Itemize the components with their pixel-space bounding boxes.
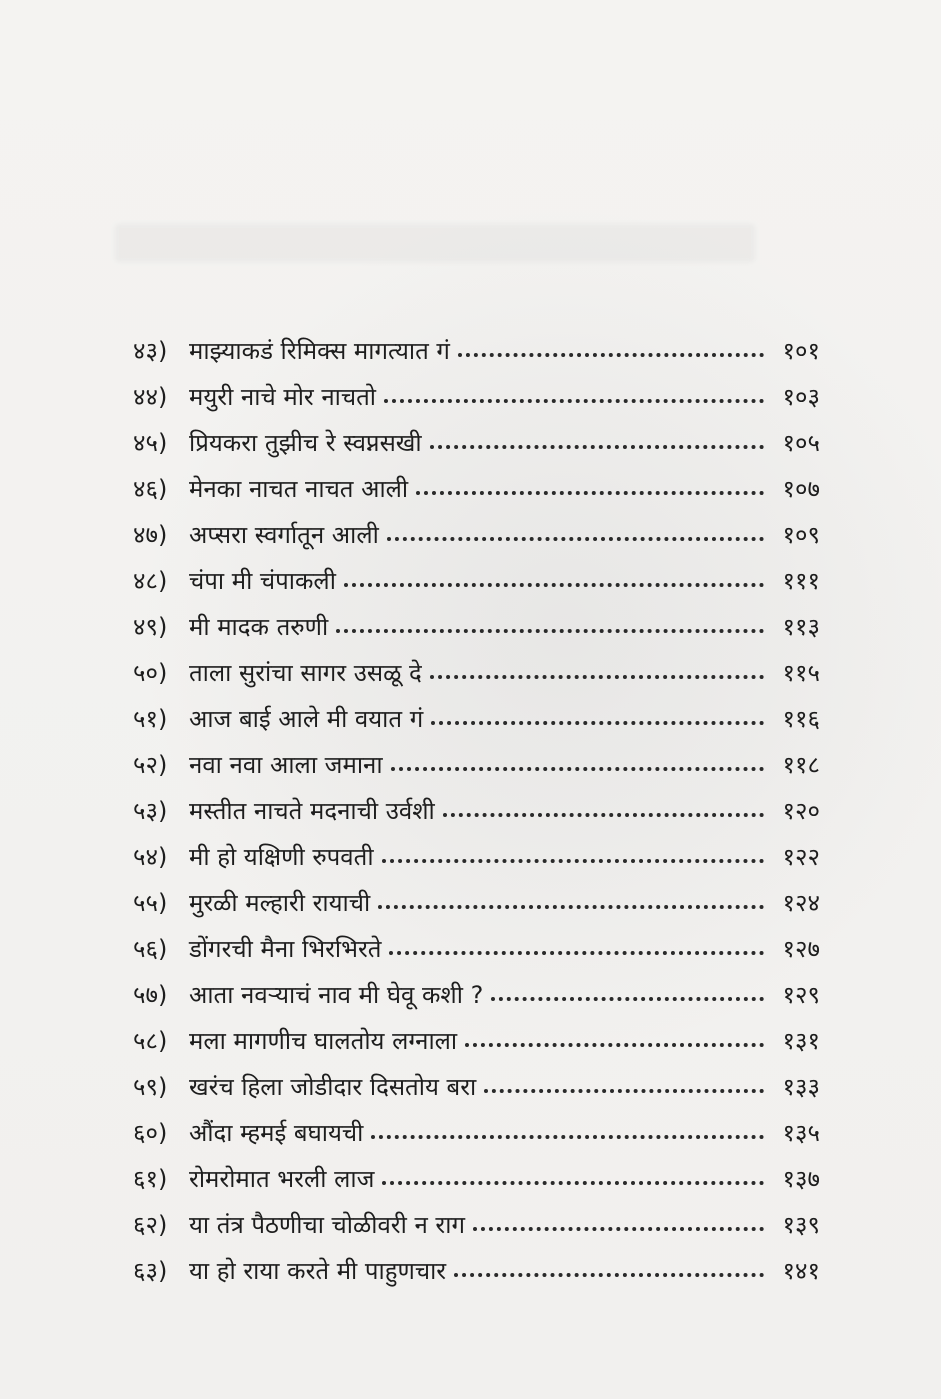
entry-page-number: १३७ — [782, 1164, 820, 1193]
entry-number: ५३) — [133, 796, 168, 825]
dot-leader — [484, 1089, 764, 1093]
entry-number: ५५) — [133, 888, 168, 917]
entry-page-number: ११५ — [782, 658, 820, 687]
toc-entry — [133, 504, 820, 548]
entry-number: ५६) — [133, 934, 168, 963]
entry-number: ६२) — [133, 1210, 168, 1239]
entry-page-number: १३५ — [782, 1118, 820, 1147]
entry-title: मी मादक तरुणी — [189, 612, 329, 641]
entry-page-number: १३९ — [782, 1210, 820, 1239]
entry-page-number: १३१ — [782, 1026, 820, 1055]
dot-leader — [382, 859, 764, 863]
dot-leader — [473, 1227, 764, 1231]
entry-title: मयुरी नाचे मोर नाचतो — [189, 382, 377, 411]
toc-entry — [133, 1056, 820, 1100]
entry-number: ५२) — [133, 750, 168, 779]
entry-page-number: १०३ — [782, 382, 820, 411]
entry-number: ५४) — [133, 842, 168, 871]
dot-leader — [391, 767, 764, 771]
dot-leader — [371, 1135, 764, 1139]
toc-entry — [133, 964, 820, 1008]
toc-entry — [133, 918, 820, 962]
entry-number: ५७) — [133, 980, 168, 1009]
toc-entry — [133, 458, 820, 502]
dot-leader — [430, 675, 764, 679]
entry-page-number: ११६ — [782, 704, 820, 733]
entry-number: ५०) — [133, 658, 168, 687]
entry-page-number: १०१ — [782, 336, 820, 365]
entry-title: मला मागणीच घालतोय लग्नाला — [189, 1026, 458, 1055]
entry-title: मी हो यक्षिणी रुपवती — [189, 842, 374, 871]
dot-leader — [389, 951, 764, 955]
entry-title: नवा नवा आला जमाना — [189, 750, 383, 779]
entry-page-number: १०९ — [782, 520, 820, 549]
entry-title: औंदा म्हमई बघायची — [189, 1118, 364, 1147]
dot-leader — [430, 445, 764, 449]
toc-entry — [133, 1240, 820, 1284]
entry-page-number: १०५ — [782, 428, 820, 457]
entry-title: या तंत्र पैठणीचा चोळीवरी न राग — [189, 1210, 465, 1239]
entry-number: ४३) — [133, 336, 168, 365]
toc-entry — [133, 1102, 820, 1146]
entry-number: ४४) — [133, 382, 168, 411]
toc-entry — [133, 688, 820, 732]
toc-entry — [133, 872, 820, 916]
toc-entry — [133, 320, 820, 364]
entry-number: ५८) — [133, 1026, 168, 1055]
dot-leader — [443, 813, 764, 817]
dot-leader — [336, 629, 764, 633]
dot-leader — [465, 1043, 764, 1047]
toc-entry — [133, 642, 820, 686]
table-of-contents — [133, 320, 820, 1286]
entry-title: आज बाई आले मी वयात गं — [189, 704, 424, 733]
dot-leader — [344, 583, 764, 587]
toc-entry — [133, 780, 820, 824]
toc-entry — [133, 1010, 820, 1054]
bleed-through-band — [115, 224, 755, 262]
entry-title: खरंच हिला जोडीदार दिसतोय बरा — [189, 1072, 477, 1101]
entry-title: ताला सुरांचा सागर उसळू दे — [189, 658, 422, 687]
entry-page-number: १२४ — [782, 888, 820, 917]
toc-entry — [133, 1148, 820, 1192]
entry-page-number: १११ — [782, 566, 820, 595]
dot-leader — [458, 353, 764, 357]
toc-entry — [133, 826, 820, 870]
toc-entry — [133, 550, 820, 594]
entry-page-number: १४१ — [782, 1256, 820, 1285]
entry-title: रोमरोमात भरली लाज — [189, 1164, 375, 1193]
entry-number: ४६) — [133, 474, 168, 503]
entry-title: चंपा मी चंपाकली — [189, 566, 336, 595]
entry-number: ६०) — [133, 1118, 168, 1147]
entry-page-number: १२० — [782, 796, 820, 825]
entry-number: ५१) — [133, 704, 168, 733]
toc-entry — [133, 734, 820, 778]
entry-page-number: १२९ — [782, 980, 820, 1009]
entry-number: ६१) — [133, 1164, 168, 1193]
entry-number: ४५) — [133, 428, 168, 457]
entry-number: ४७) — [133, 520, 168, 549]
entry-title: माझ्याकडं रिमिक्स मागत्यात गं — [189, 336, 450, 365]
entry-page-number: ११८ — [782, 750, 820, 779]
entry-title: आता नवऱ्याचं नाव मी घेवू कशी ? — [189, 980, 484, 1009]
entry-number: ४८) — [133, 566, 168, 595]
entry-title: डोंगरची मैना भिरभिरते — [189, 934, 382, 963]
entry-number: ६३) — [133, 1256, 168, 1285]
entry-page-number: १०७ — [782, 474, 820, 503]
entry-page-number: १२२ — [782, 842, 820, 871]
entry-title: अप्सरा स्वर्गातून आली — [189, 520, 379, 549]
dot-leader — [382, 1181, 764, 1185]
entry-page-number: १२७ — [782, 934, 820, 963]
toc-entry — [133, 596, 820, 640]
entry-title: मुरळी मल्हारी रायाची — [189, 888, 371, 917]
entry-title: या हो राया करते मी पाहुणचार — [189, 1256, 447, 1285]
entry-page-number: ११३ — [782, 612, 820, 641]
dot-leader — [431, 721, 764, 725]
entry-title: मेनका नाचत नाचत आली — [189, 474, 409, 503]
entry-title: मस्तीत नाचते मदनाची उर्वशी — [189, 796, 435, 825]
entry-page-number: १३३ — [782, 1072, 820, 1101]
dot-leader — [384, 399, 764, 403]
entry-number: ५९) — [133, 1072, 168, 1101]
dot-leader — [378, 905, 764, 909]
dot-leader — [454, 1273, 764, 1277]
toc-entry — [133, 412, 820, 456]
dot-leader — [491, 997, 764, 1001]
dot-leader — [416, 491, 764, 495]
entry-title: प्रियकरा तुझीच रे स्वप्नसखी — [189, 428, 422, 457]
toc-entry — [133, 366, 820, 410]
dot-leader — [387, 537, 764, 541]
toc-entry — [133, 1194, 820, 1238]
entry-number: ४९) — [133, 612, 168, 641]
